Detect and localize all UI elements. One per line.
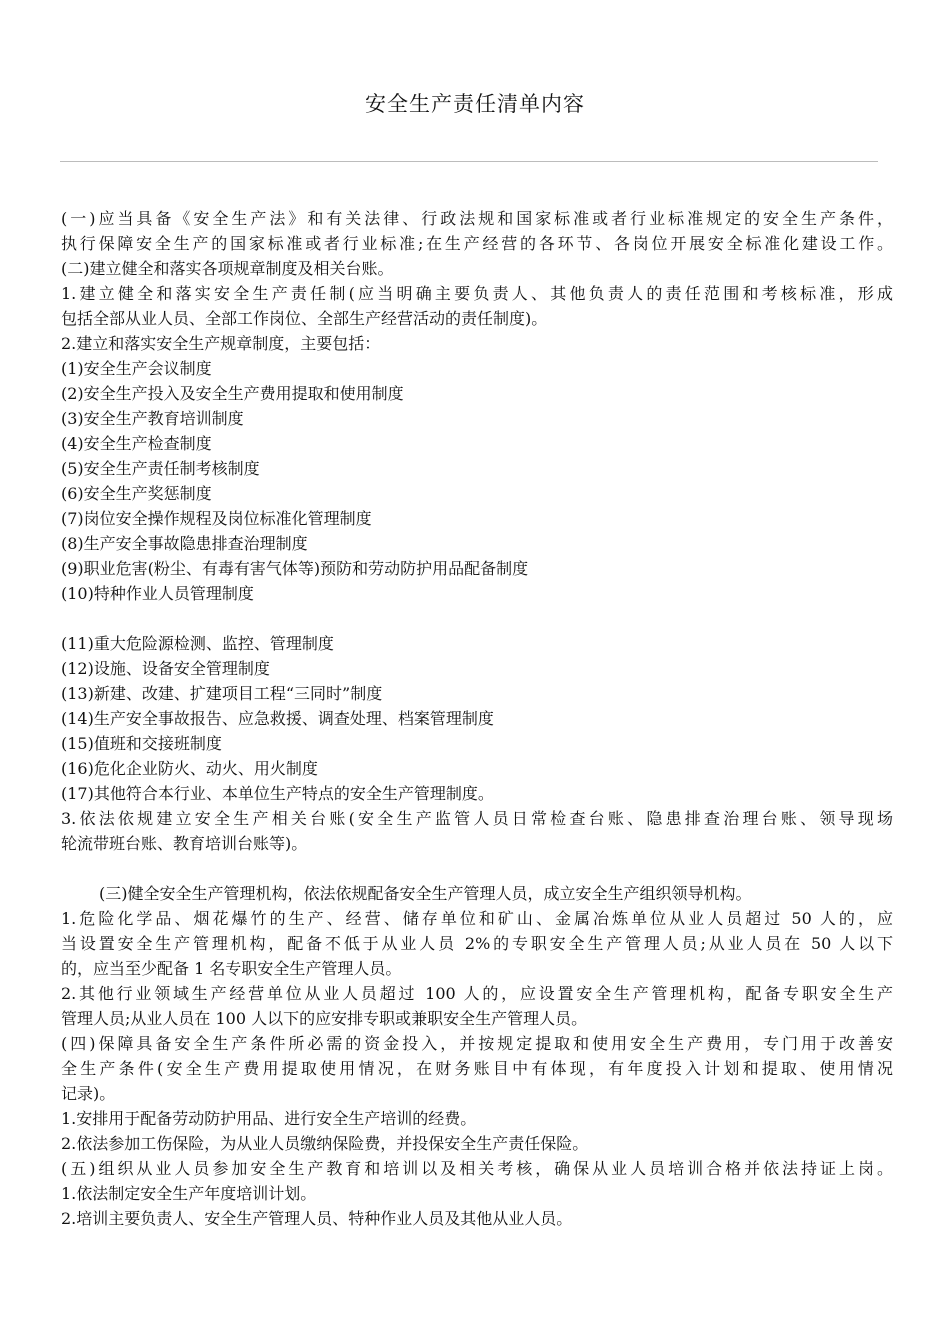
text-line: (9)职业危害(粉尘、有毒有害气体等)预防和劳动防护用品配备制度: [61, 559, 529, 578]
text-line: (8)生产安全事故隐患排查治理制度: [61, 534, 308, 553]
blank-line: [61, 606, 893, 631]
text-line: 1.危险化学品、烟花爆竹的生产、经营、储存单位和矿山、金属冶炼单位从业人员超过 50 人的，应: [61, 909, 893, 928]
text-line: (12)设施、设备安全管理制度: [61, 659, 270, 678]
text-line: 1.安排用于配备劳动防护用品、进行安全生产培训的经费。: [61, 1109, 477, 1128]
text-line: (1)安全生产会议制度: [61, 359, 212, 378]
text-line: (2)安全生产投入及安全生产费用提取和使用制度: [61, 384, 404, 403]
text-line: 的，应当至少配备 1 名专职安全生产管理人员。: [61, 959, 402, 978]
text-line: (三)健全安全生产管理机构，依法依规配备安全生产管理人员，成立安全生产组织领导机构。: [99, 884, 752, 903]
text-line: 3.依法依规建立安全生产相关台账(安全生产监管人员日常检查台账、隐患排查治理台账、领导现场: [61, 809, 893, 828]
text-line: 管理人员;从业人员在 100 人以下的应安排专职或兼职安全生产管理人员。: [61, 1009, 588, 1028]
text-line: (五)组织从业人员参加安全生产教育和培训以及相关考核，确保从业人员培训合格并依法持证上岗。: [61, 1159, 893, 1178]
text-line: (一)应当具备《安全生产法》和有关法律、行政法规和国家标准或者行业标准规定的安全生产条件，: [61, 209, 893, 228]
text-line: 2.依法参加工伤保险，为从业人员缴纳保险费，并投保安全生产责任保险。: [61, 1134, 589, 1153]
text-line: 2.培训主要负责人、安全生产管理人员、特种作业人员及其他从业人员。: [61, 1209, 573, 1228]
text-line: 1.建立健全和落实安全生产责任制(应当明确主要负责人、其他负责人的责任范围和考核标准，形成: [61, 284, 893, 303]
text-line: (四)保障具备安全生产条件所必需的资金投入，并按规定提取和使用安全生产费用，专门用于改善安: [61, 1034, 893, 1053]
document-title: 安全生产责任清单内容: [365, 92, 585, 116]
text-line: 记录)。: [61, 1084, 116, 1103]
text-line: (13)新建、改建、扩建项目工程“三同时”制度: [61, 684, 383, 703]
text-line: (5)安全生产责任制考核制度: [61, 459, 260, 478]
text-line: (17)其他符合本行业、本单位生产特点的安全生产管理制度。: [61, 784, 494, 803]
text-line: (11)重大危险源检测、监控、管理制度: [61, 634, 334, 653]
text-line: 当设置安全生产管理机构，配备不低于从业人员 2%的专职安全生产管理人员;从业人员在 50 人以下: [61, 934, 893, 953]
title-divider: [60, 161, 878, 162]
text-line: 2.建立和落实安全生产规章制度，主要包括：: [61, 334, 381, 353]
document-body: [61, 206, 893, 1231]
text-line: (二)建立健全和落实各项规章制度及相关台账。: [61, 259, 394, 278]
text-line: (3)安全生产教育培训制度: [61, 409, 244, 428]
text-line: (16)危化企业防火、动火、用火制度: [61, 759, 318, 778]
blank-line: [61, 856, 893, 881]
text-line: 2.其他行业领域生产经营单位从业人员超过 100 人的，应设置安全生产管理机构，配备专职安全生产: [61, 984, 893, 1003]
text-line: (7)岗位安全操作规程及岗位标准化管理制度: [61, 509, 372, 528]
text-line: (6)安全生产奖惩制度: [61, 484, 212, 503]
text-line: (15)值班和交接班制度: [61, 734, 222, 753]
text-line: 全生产条件(安全生产费用提取使用情况，在财务账目中有体现，有年度投入计划和提取、使用情况: [61, 1059, 893, 1078]
text-line: (10)特种作业人员管理制度: [61, 584, 254, 603]
text-line: (4)安全生产检查制度: [61, 434, 212, 453]
text-line: 包括全部从业人员、全部工作岗位、全部生产经营活动的责任制度)。: [61, 309, 548, 328]
text-line: 轮流带班台账、教育培训台账等)。: [61, 834, 308, 853]
text-line: (14)生产安全事故报告、应急救援、调查处理、档案管理制度: [61, 709, 494, 728]
text-line: 1.依法制定安全生产年度培训计划。: [61, 1184, 317, 1203]
text-line: 执行保障安全生产的国家标准或者行业标准;在生产经营的各环节、各岗位开展安全标准化建设工作。: [61, 234, 893, 253]
